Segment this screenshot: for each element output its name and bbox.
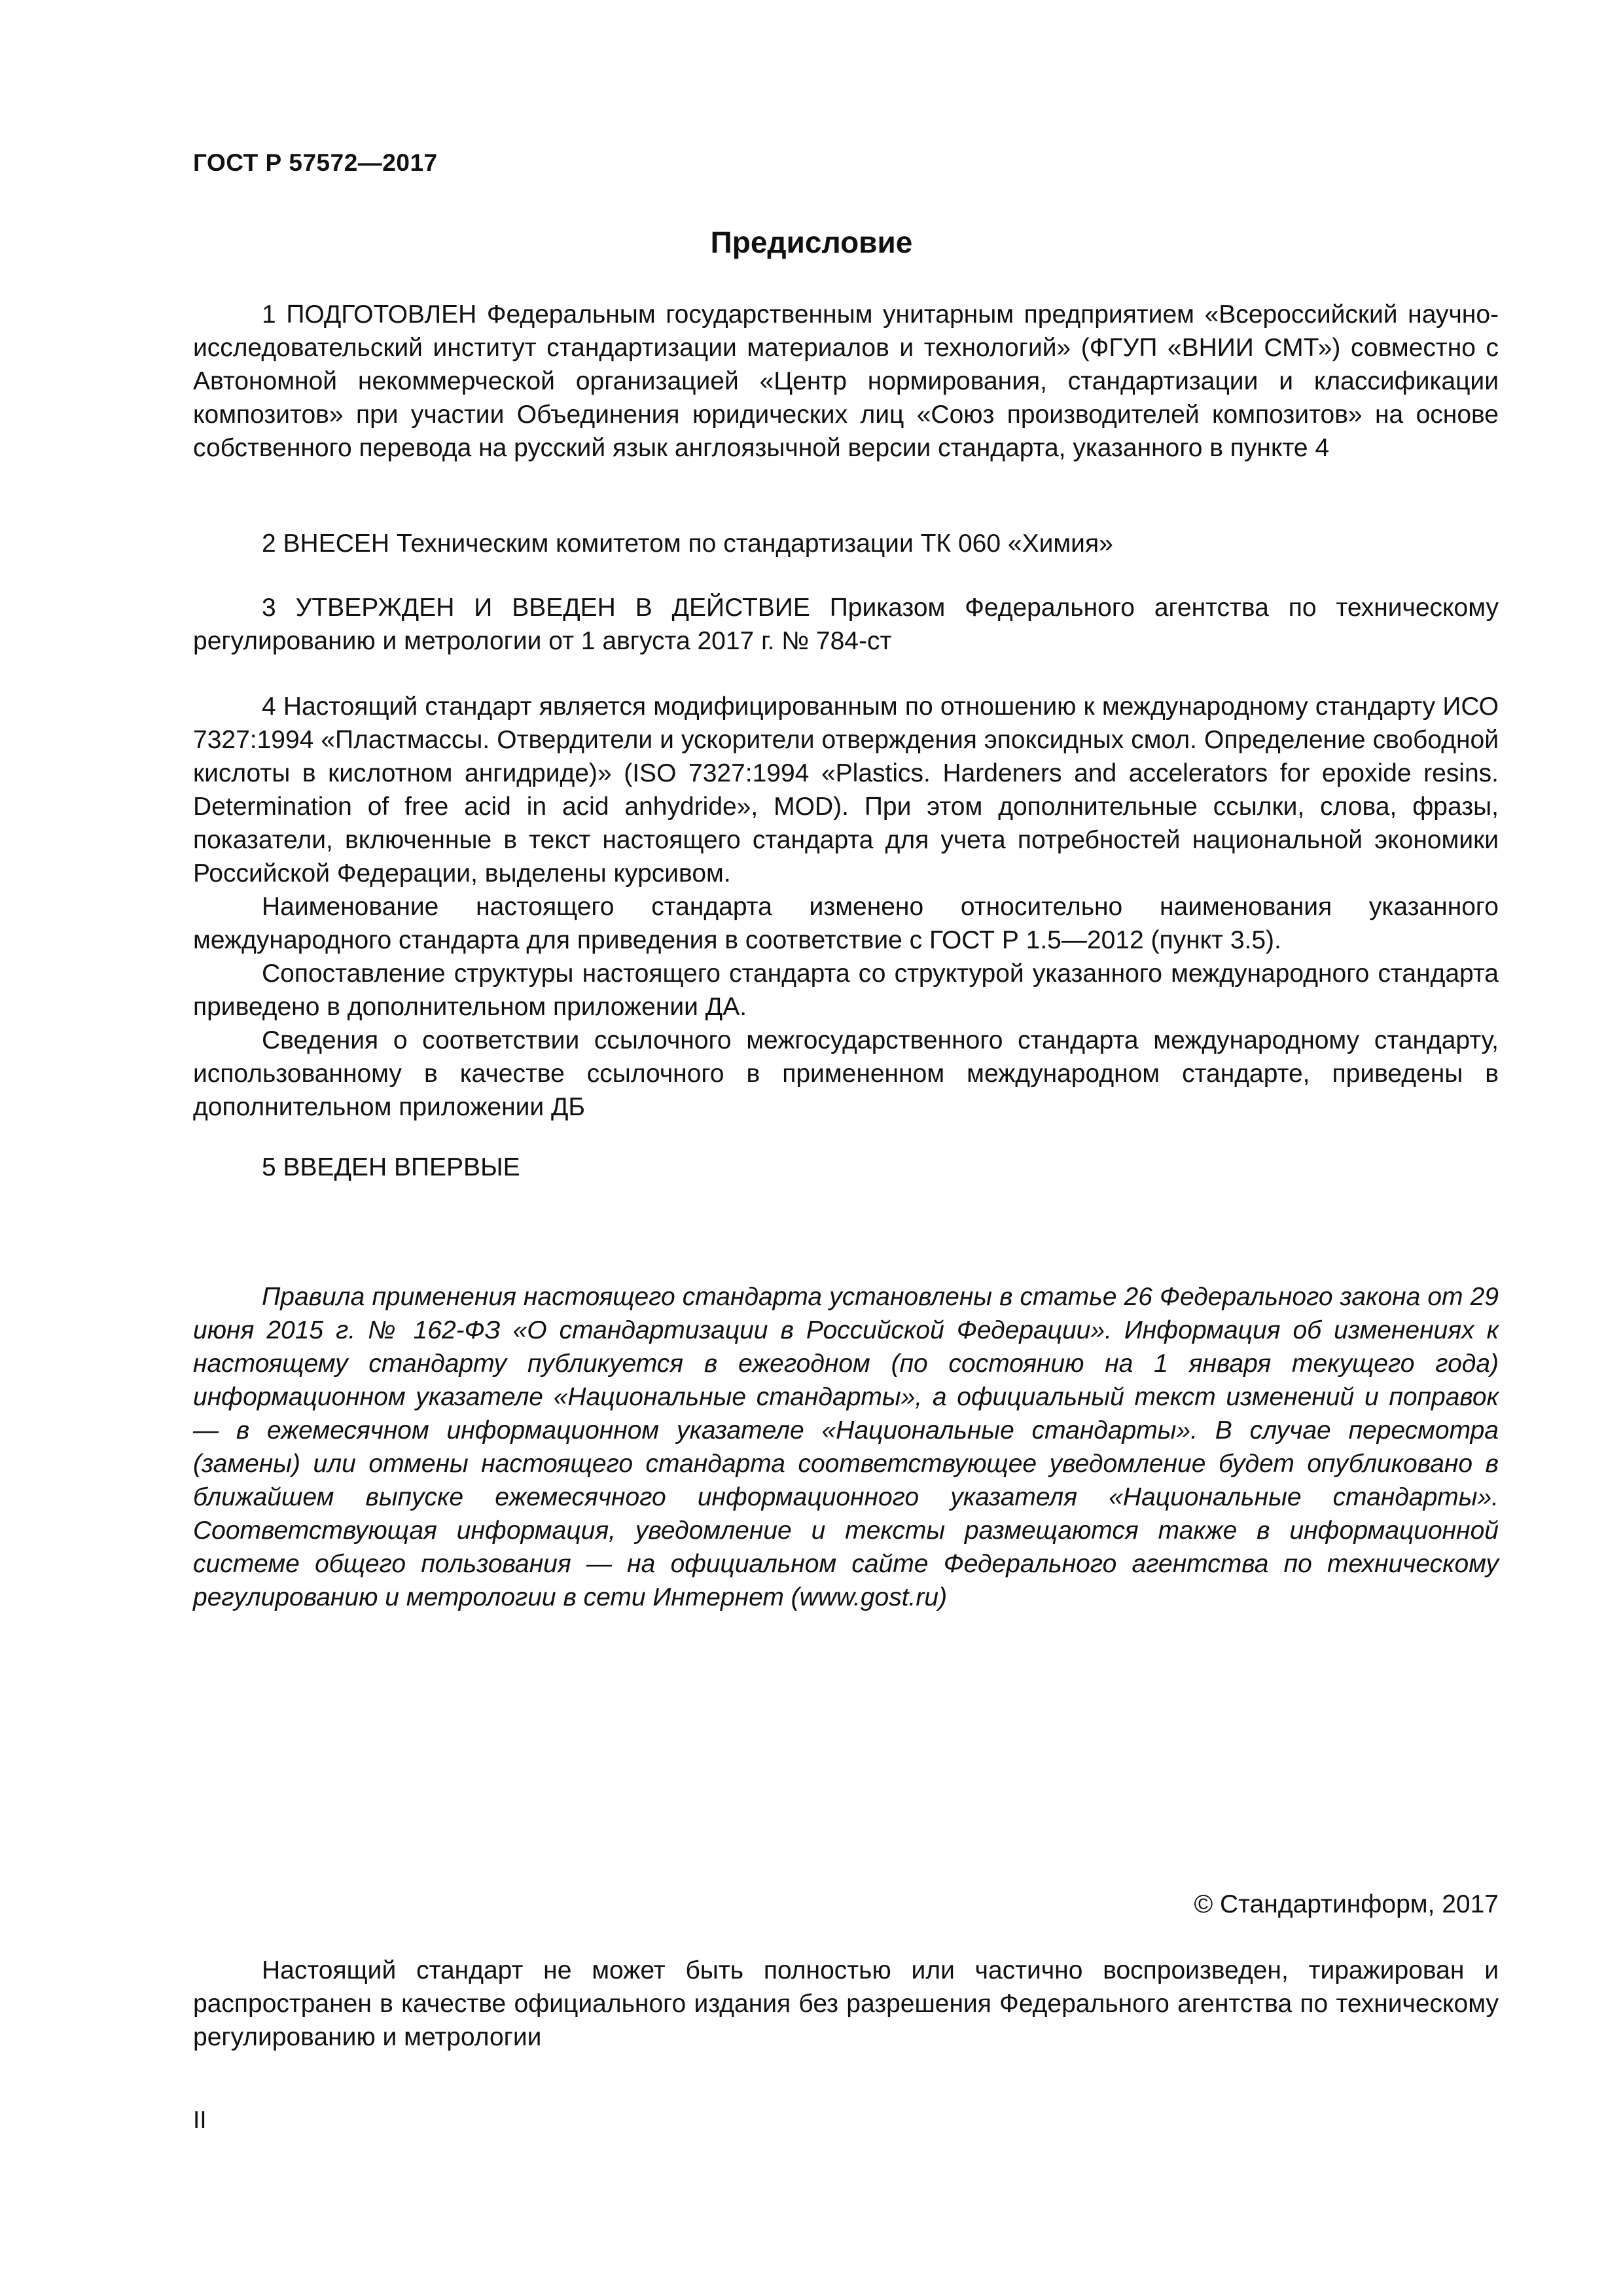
document-number: ГОСТ Р 57572—2017	[193, 149, 438, 176]
page-title: Предисловие	[710, 225, 913, 259]
foreword-item-4-para-4: Сведения о соответствии ссылочного межгосударственного стандарта международному стандарту, использованному в качестве ссылочного в примененном международном стандарте, приведены в дополнительном приложении ДБ	[193, 1026, 1499, 1121]
foreword-item-5	[193, 1151, 1499, 1184]
reproduction-notice: Настоящий стандарт не может быть полностью или частично воспроизведен, тиражирован и распространен в качестве официального издания без разрешения Федерального агентства по техническому регулированию и метрологии	[193, 1956, 1499, 2051]
foreword-item-2	[193, 527, 1499, 560]
foreword-item-4-para-2: Наименование настоящего стандарта изменено относительно наименования указанного международного стандарта для приведения в соответствие с ГОСТ Р 1.5—2012 (пункт 3.5).	[193, 893, 1499, 954]
foreword-item-1-text: 1 ПОДГОТОВЛЕН Федеральным государственным унитарным предприятием «Всероссийский научно-исследовательский институт стандартизации материалов и технологий» (ФГУП «ВНИИ СМТ») совместно с Автономной некоммерческой организацией «Центр нормирования, стандартизации и классификации композитов» при участии Объединения юридических лиц «Союз производителей композитов» на основе собственного перевода на русский язык англоязычной версии стандарта, указанного в пункте 4	[193, 300, 1499, 462]
copyright: © Стандартинформ, 2017	[1194, 1890, 1499, 1918]
foreword-item-1	[193, 298, 1499, 465]
foreword-item-4	[193, 690, 1499, 1124]
application-rules-notice: Правила применения настоящего стандарта установлены в статье 26 Федерального закона от 29 июня 2015 г. № 162-ФЗ «О стандартизации в Российской Федерации». Информация об изменениях к настоящему стандарту публикуется в ежегодном (по состоянию на 1 января текущего года) информационном указателе «Национальные стандарты», а официальный текст изменений и поправок — в ежемесячном информационном указателе «Национальные стандарты». В случае пересмотра (замены) или отмены настоящего стандарта соответствующее уведомление будет опубликовано в ближайшем выпуске ежемесячного информационного указателя «Национальные стандарты». Соответствующая информация, уведомление и тексты размещаются также в информационной системе общего пользования — на официальном сайте Федерального агентства по техническому регулированию и метрологии в сети Интернет (www.gost.ru)	[193, 1283, 1499, 1611]
foreword-item-3-text: 3 УТВЕРЖДЕН И ВВЕДЕН В ДЕЙСТВИЕ Приказом Федерального агентства по техническому регулированию и метрологии от 1 августа 2017 г. № 784-ст	[193, 594, 1499, 655]
foreword-item-3	[193, 591, 1499, 658]
foreword-item-2-text: 2 ВНЕСЕН Техническим комитетом по стандартизации ТК 060 «Химия»	[262, 529, 1113, 558]
foreword-item-4-para-1: 4 Настоящий стандарт является модифицированным по отношению к международному стандарту ИСО 7327:1994 «Пластмассы. Отвердители и ускорители отверждения эпоксидных смол. Определение свободной кислоты в кислотном ангидриде)» (ISO 7327:1994 «Plastics. Hardeners and accelerators for epoxide resins. Determination of free acid in acid anhydride», MOD). При этом дополнительные ссылки, слова, фразы, показатели, включенные в текст настоящего стандарта для учета потребностей национальной экономики Российской Федерации, выделены курсивом.	[193, 692, 1499, 888]
page-number: II	[193, 2106, 207, 2133]
foreword-item-4-para-3: Сопоставление структуры настоящего стандарта со структурой указанного международного стандарта приведено в дополнительном приложении ДА.	[193, 960, 1499, 1021]
foreword-item-5-text: 5 ВВЕДЕН ВПЕРВЫЕ	[262, 1153, 520, 1181]
